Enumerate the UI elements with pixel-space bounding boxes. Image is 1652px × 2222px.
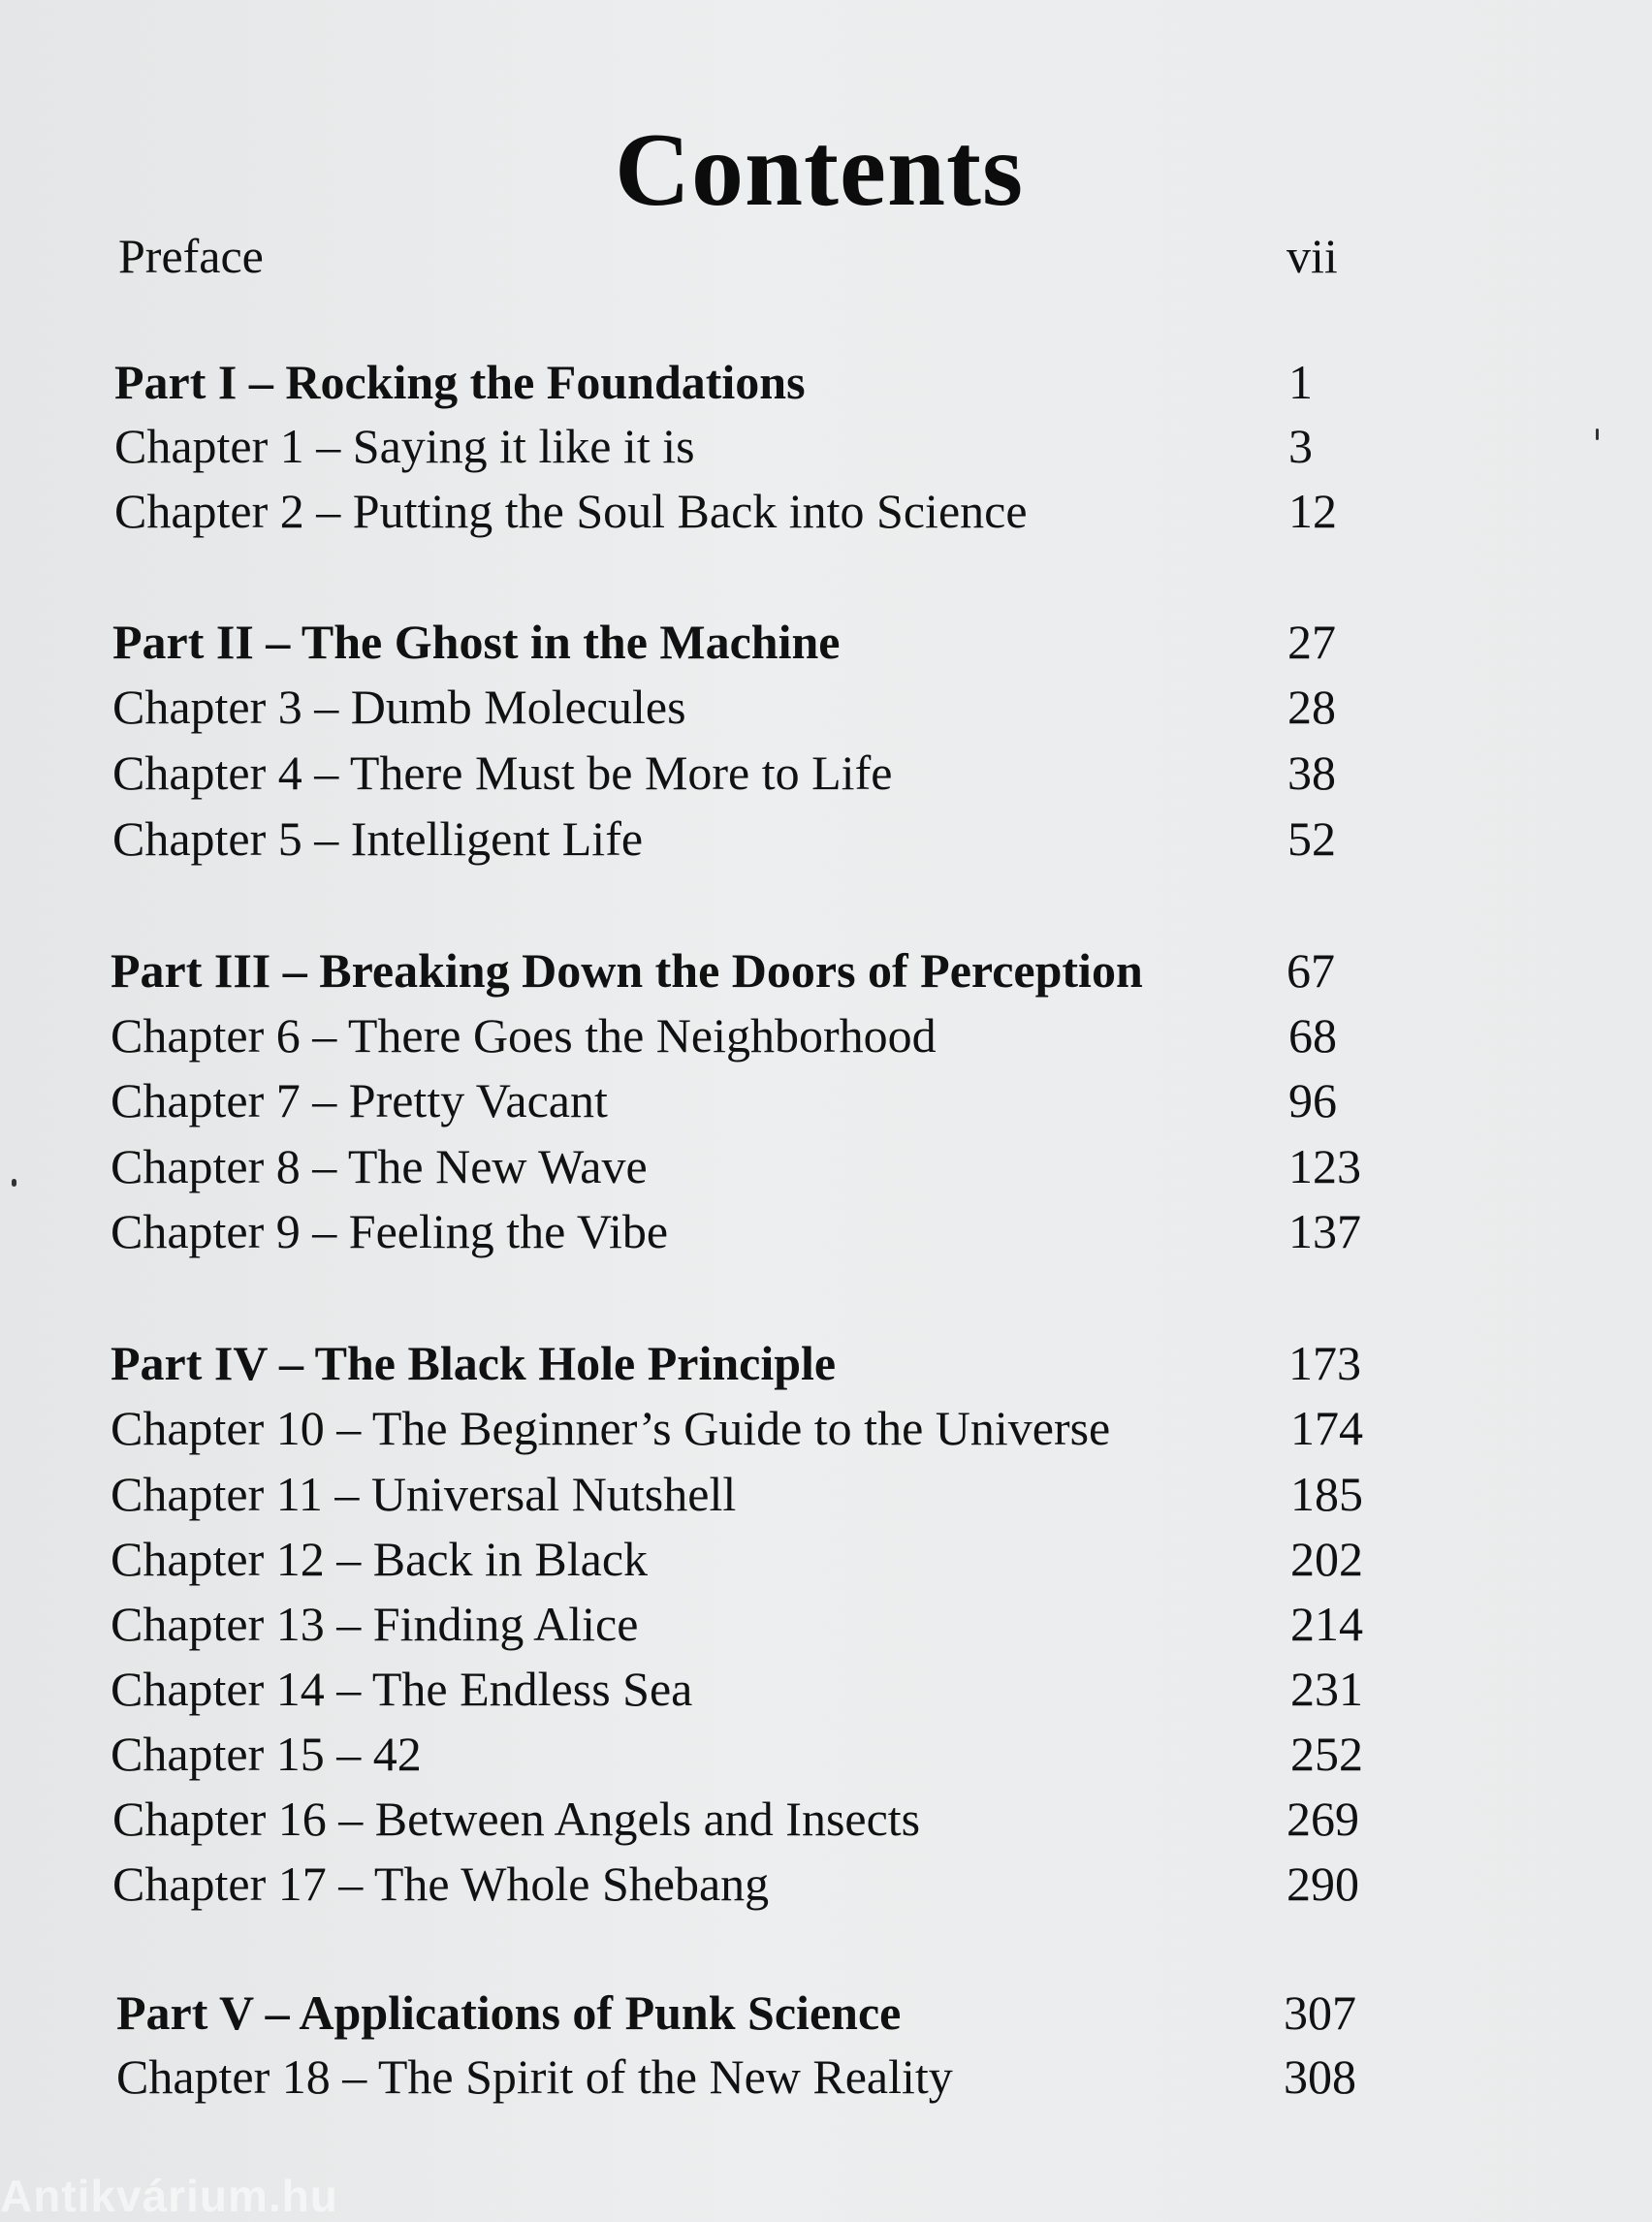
- toc-chapter-label: Chapter 8 – The New Wave: [111, 1139, 648, 1193]
- toc-chapter-label: Chapter 7 – Pretty Vacant: [111, 1073, 608, 1127]
- toc-entry-preface: [118, 227, 1379, 285]
- toc-chapter-page: 68: [1288, 1008, 1337, 1063]
- toc-chapter-page: 231: [1290, 1662, 1363, 1716]
- toc-chapter-6: [111, 1006, 1371, 1064]
- toc-chapter-12: [111, 1530, 1371, 1588]
- toc-chapter-page: 252: [1290, 1727, 1363, 1781]
- page-speck: [1596, 429, 1599, 440]
- toc-part-label: Part IV – The Black Hole Principle: [111, 1336, 837, 1390]
- toc-chapter-page: 290: [1287, 1857, 1359, 1911]
- toc-chapter-17: [112, 1855, 1373, 1913]
- toc-part-page: 67: [1287, 943, 1335, 998]
- toc-chapter-9: [111, 1202, 1371, 1260]
- toc-chapter-page: 174: [1290, 1401, 1363, 1455]
- toc-chapter-label: Chapter 9 – Feeling the Vibe: [111, 1204, 669, 1258]
- toc-chapter-label: Chapter 12 – Back in Black: [111, 1532, 649, 1586]
- toc-chapter-label: Chapter 17 – The Whole Shebang: [112, 1857, 770, 1911]
- toc-chapter-page: 96: [1288, 1073, 1337, 1127]
- toc-chapter-7: [111, 1071, 1371, 1129]
- toc-chapter-3: [112, 678, 1373, 736]
- toc-entry-page: vii: [1287, 229, 1338, 283]
- toc-chapter-label: Chapter 6 – There Goes the Neighborhood: [111, 1008, 937, 1063]
- toc-chapter-18: [116, 2047, 1377, 2106]
- toc-chapter-16: [112, 1790, 1373, 1848]
- toc-chapter-15: [111, 1725, 1371, 1783]
- toc-part-page: 307: [1284, 1985, 1356, 2040]
- toc-chapter-page: 38: [1287, 746, 1336, 800]
- toc-chapter-label: Chapter 1 – Saying it like it is: [114, 419, 695, 473]
- toc-part-page: 27: [1287, 615, 1336, 669]
- toc-chapter-label: Chapter 5 – Intelligent Life: [112, 811, 644, 866]
- toc-chapter-page: 28: [1287, 680, 1336, 734]
- toc-chapter-label: Chapter 3 – Dumb Molecules: [112, 680, 686, 734]
- toc-part-page: 173: [1288, 1336, 1361, 1390]
- toc-chapter-label: Chapter 13 – Finding Alice: [111, 1597, 639, 1651]
- toc-chapter-page: 52: [1287, 811, 1336, 866]
- toc-chapter-14: [111, 1660, 1371, 1718]
- toc-part-1: [114, 353, 1375, 411]
- toc-part-4: [111, 1334, 1371, 1392]
- toc-part-label: Part III – Breaking Down the Doors of Perception: [111, 943, 1143, 998]
- toc-chapter-page: 137: [1288, 1204, 1361, 1258]
- toc-chapter-page: 214: [1290, 1597, 1363, 1651]
- toc-part-page: 1: [1288, 355, 1313, 409]
- toc-chapter-11: [111, 1465, 1371, 1523]
- toc-part-label: Part I – Rocking the Foundations: [114, 355, 806, 409]
- toc-part-3: [111, 941, 1371, 1000]
- toc-chapter-8: [111, 1137, 1371, 1195]
- toc-chapter-page: 3: [1288, 419, 1313, 473]
- toc-chapter-label: Chapter 15 – 42: [111, 1727, 422, 1781]
- toc-chapter-1: [114, 417, 1375, 475]
- toc-chapter-page: 202: [1290, 1532, 1363, 1586]
- toc-chapter-label: Chapter 4 – There Must be More to Life: [112, 746, 893, 800]
- toc-chapter-2: [114, 482, 1375, 540]
- page-speck: [12, 1179, 16, 1187]
- toc-chapter-page: 12: [1288, 484, 1337, 538]
- toc-chapter-label: Chapter 14 – The Endless Sea: [111, 1662, 693, 1716]
- toc-chapter-5: [112, 809, 1373, 868]
- toc-chapter-page: 185: [1290, 1467, 1363, 1521]
- toc-chapter-page: 308: [1284, 2049, 1356, 2104]
- toc-part-5: [116, 1984, 1377, 2042]
- toc-chapter-label: Chapter 16 – Between Angels and Insects: [112, 1792, 921, 1846]
- toc-chapter-page: 123: [1288, 1139, 1361, 1193]
- toc-chapter-4: [112, 744, 1373, 802]
- toc-chapter-label: Chapter 18 – The Spirit of the New Reality: [116, 2049, 953, 2104]
- page-title: Contents: [614, 112, 1025, 229]
- toc-chapter-page: 269: [1287, 1792, 1359, 1846]
- toc-chapter-label: Chapter 10 – The Beginner’s Guide to the Universe: [111, 1401, 1111, 1455]
- toc-chapter-13: [111, 1595, 1371, 1653]
- toc-chapter-label: Chapter 11 – Universal Nutshell: [111, 1467, 737, 1521]
- toc-part-label: Part II – The Ghost in the Machine: [112, 615, 841, 669]
- toc-part-label: Part V – Applications of Punk Science: [116, 1985, 902, 2040]
- watermark-logo: Antikvárium.hu: [0, 2171, 338, 2221]
- toc-chapter-label: Chapter 2 – Putting the Soul Back into Science: [114, 484, 1028, 538]
- toc-part-2: [112, 613, 1373, 671]
- toc-chapter-10: [111, 1399, 1371, 1457]
- toc-entry-label: Preface: [118, 229, 264, 283]
